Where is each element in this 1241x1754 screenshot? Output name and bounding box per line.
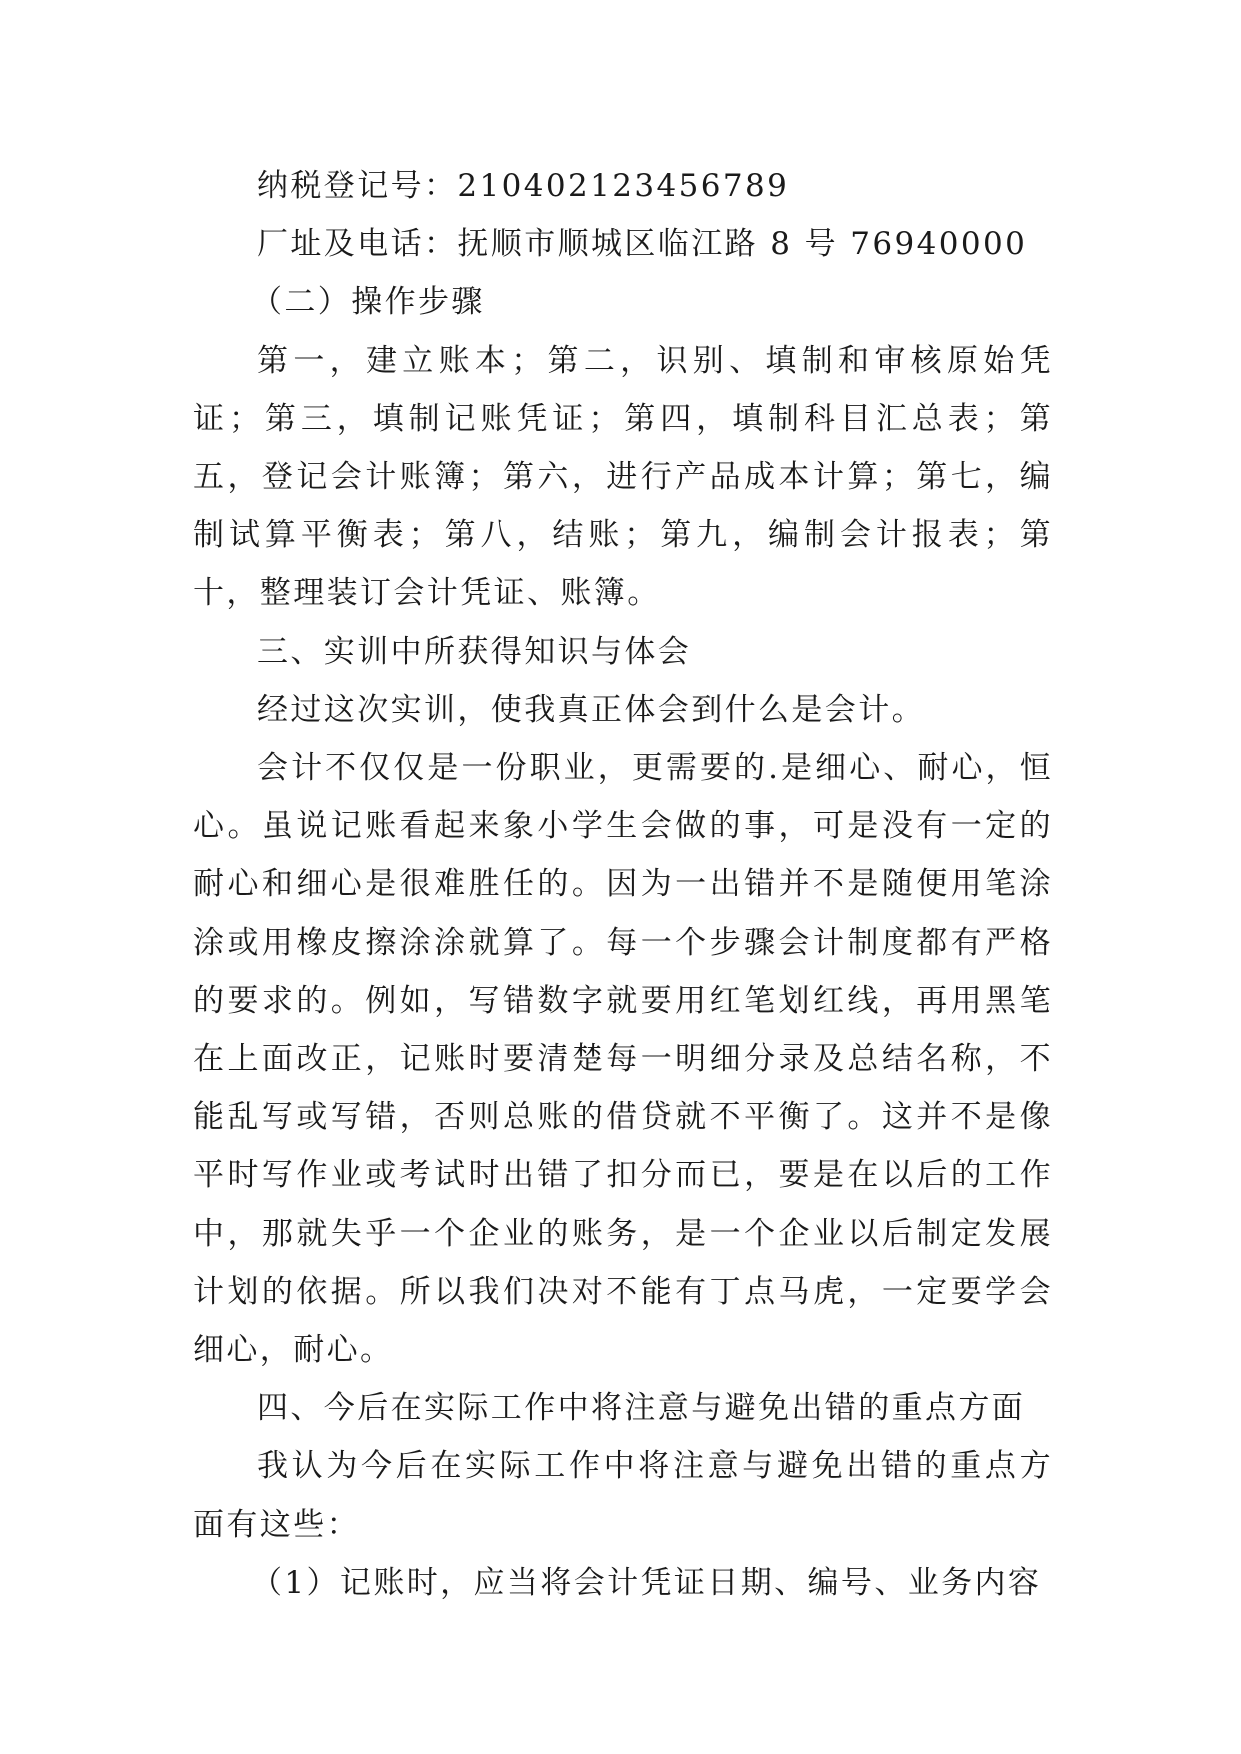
operation-steps-paragraph: 第一，建立账本；第二，识别、填制和审核原始凭证；第三，填制记账凭证；第四，填制科目汇总表；第五，登记会计账簿；第六，进行产品成本计算；第七，编制试算平衡表；第八，结账；第九，编制会计报表；第十，整理装订会计凭证、账簿。 [193, 342, 1053, 612]
address-and-phone: 厂址及电话：抚顺市顺城区临江路 8 号 76940000 [257, 226, 1028, 263]
list-item-1: （1）记账时，应当将会计凭证日期、编号、业务内容 [251, 1564, 1042, 1601]
section-heading-knowledge: 三、实训中所获得知识与体会 [257, 633, 692, 670]
section-heading-operation-steps: （二）操作步骤 [251, 284, 485, 321]
section-heading-future-focus: 四、今后在实际工作中将注意与避免出错的重点方面 [257, 1390, 1026, 1427]
experience-intro-paragraph: 经过这次实训，使我真正体会到什么是会计。 [257, 691, 925, 728]
document-body [193, 157, 1053, 1612]
accounting-reflection-paragraph: 会计不仅仅是一份职业，更需要的.是细心、耐心，恒心。虽说记账看起来象小学生会做的事，可是没有一定的耐心和细心是很难胜任的。因为一出错并不是随便用笔涂涂或用橡皮擦涂涂就算了。每一个步骤会计制度都有严格的要求的。例如，写错数字就要用红笔划红线，再用黑笔在上面改正，记账时要清楚每一明细分录及总结名称，不能乱写或写错，否则总账的借贷就不平衡了。这并不是像平时写作业或考试时出错了扣分而已，要是在以后的工作中，那就失乎一个企业的账务，是一个企业以后制定发展计划的依据。所以我们决对不能有丁点马虎，一定要学会细心，耐心。 [193, 750, 1053, 1369]
future-focus-intro-paragraph: 我认为今后在实际工作中将注意与避免出错的重点方面有这些： [193, 1448, 1053, 1543]
tax-registration-number: 纳税登记号：210402123456789 [257, 168, 790, 204]
